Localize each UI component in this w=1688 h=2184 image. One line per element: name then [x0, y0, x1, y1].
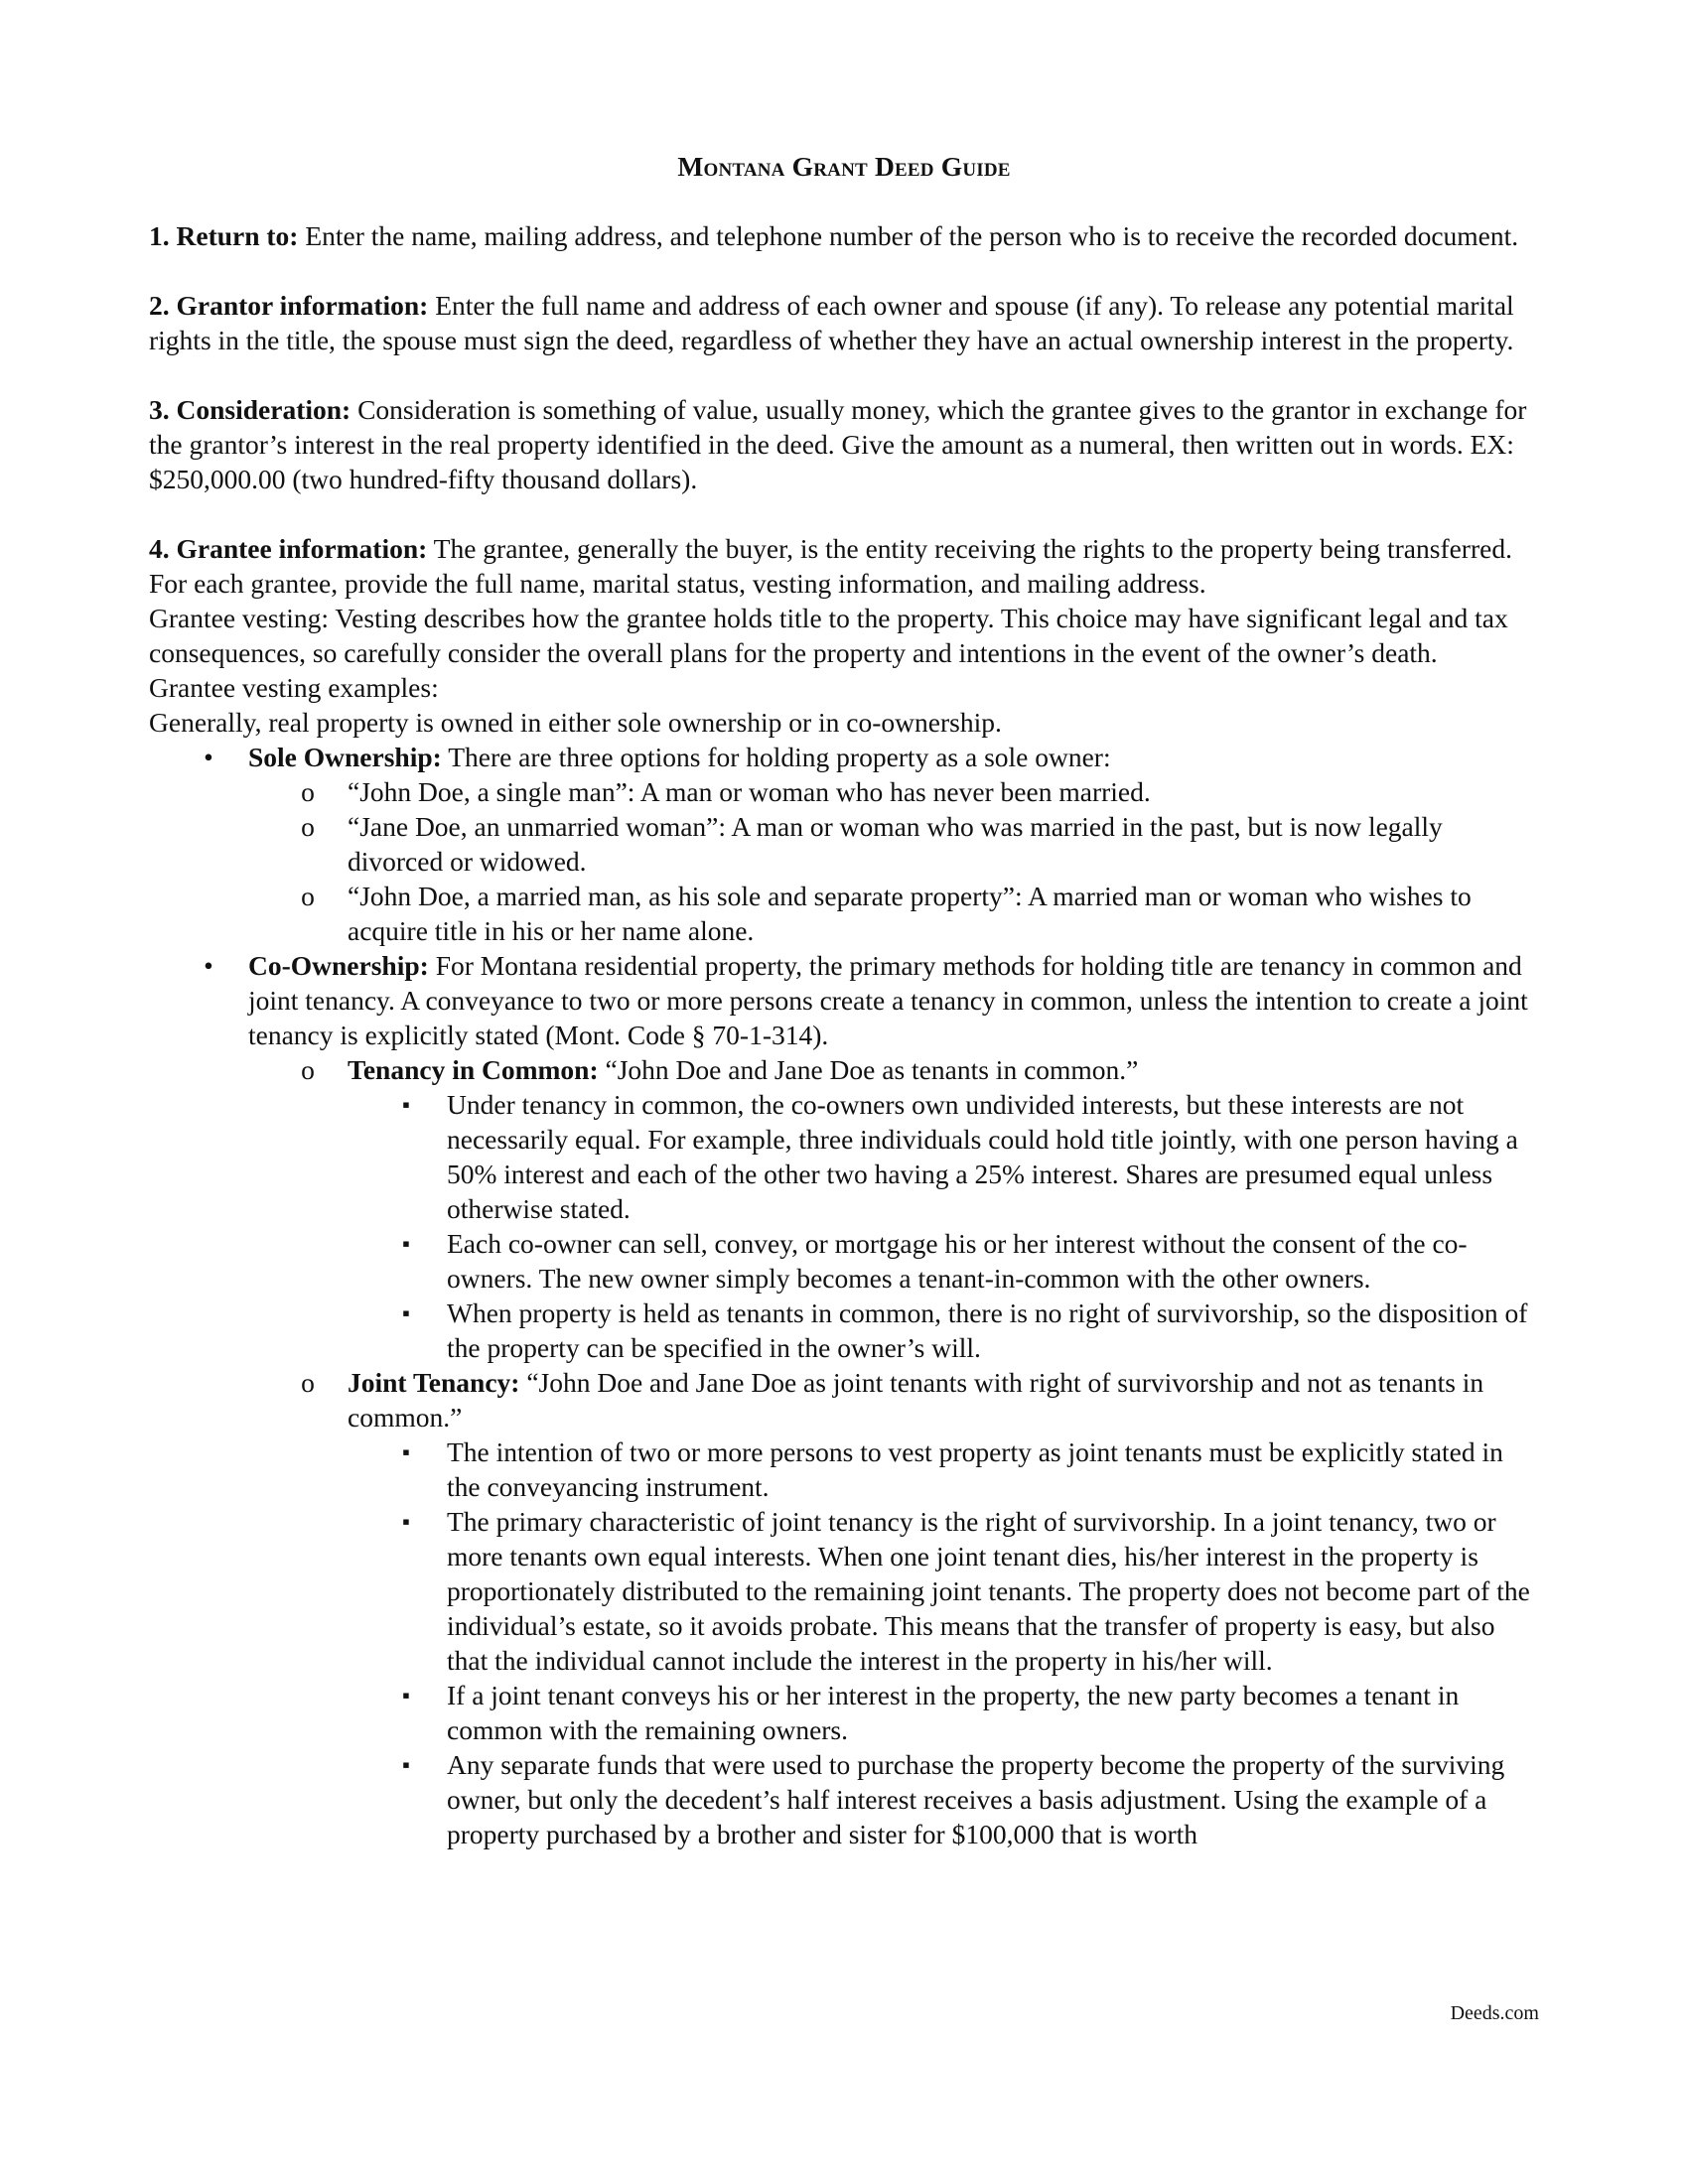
item-lead: Sole Ownership:	[248, 742, 442, 772]
square-marker: ▪	[402, 1439, 410, 1464]
item-text: Each co-owner can sell, convey, or mortgage his or her interest without the consent of the co-owners. The new owner simply becomes a tenant-in-common with the other owners.	[447, 1228, 1468, 1294]
item-text: The intention of two or more persons to vest property as joint tenants must be explicitly stated in the conveyancing instrument.	[447, 1436, 1503, 1502]
list-item	[149, 1296, 1539, 1365]
section-text: Consideration is something of value, usually money, which the grantee gives to the grantor in exchange for the grantor’s interest in the real property identified in the deed. Give the amount as a numeral, then written out in words. EX: $250,000.00 (two hundred-fifty thousand dollars).	[149, 394, 1527, 494]
circle-marker: o	[301, 1367, 315, 1398]
circle-marker: o	[301, 1054, 315, 1085]
item-text: “John Doe, a married man, as his sole and separate property”: A married man or woman who wishes to acquire title in his or her name alone.	[348, 881, 1472, 946]
section-lead: 2. Grantor information:	[149, 290, 429, 321]
item-text: When property is held as tenants in common, there is no right of survivorship, so the disposition of the property can be specified in the owner’s will.	[447, 1297, 1528, 1363]
item-text: “John Doe and Jane Doe as tenants in common.”	[598, 1054, 1139, 1085]
item-lead: Co-Ownership:	[248, 950, 429, 981]
document-page	[149, 149, 1539, 1851]
item-text: Under tenancy in common, the co-owners own undivided interests, but these interests are not necessarily equal. For example, three individuals could hold title jointly, with one person having a 50% interest and each of the other two having a 25% interest. Shares are presumed equal unless otherwise stated.	[447, 1089, 1518, 1224]
ownership-intro: Generally, real property is owned in either sole ownership or in co-ownership.	[149, 707, 1002, 738]
list-item	[149, 1087, 1539, 1226]
section-text: The grantee, generally the buyer, is the entity receiving the rights to the property being transferred. For each grantee, provide the full name, marital status, vesting information, and mailing address.	[149, 533, 1512, 599]
co-ownership-types-list	[149, 1052, 1539, 1851]
item-text: For Montana residential property, the primary methods for holding title are tenancy in common and joint tenancy. A conveyance to two or more persons create a tenancy in common, unless the intention to create a joint tenancy is explicitly stated (Mont. Code § 70-1-314).	[248, 950, 1528, 1050]
square-marker: ▪	[402, 1092, 410, 1117]
item-text: Any separate funds that were used to purchase the property become the property of the surviving owner, but only the decedent’s half interest receives a basis adjustment. Using the example of a property purchased by a brother and sister for $100,000 that is worth	[447, 1749, 1505, 1849]
item-text: “John Doe and Jane Doe as joint tenants with right of survivorship and not as tenants in common.”	[348, 1367, 1484, 1433]
list-item	[149, 774, 1539, 809]
list-item	[149, 1504, 1539, 1678]
list-item	[149, 1226, 1539, 1296]
section-text: Enter the name, mailing address, and telephone number of the person who is to receive the recorded document.	[298, 220, 1519, 251]
circle-marker: o	[301, 811, 315, 842]
square-marker: ▪	[402, 1752, 410, 1777]
list-item-joint-tenancy	[149, 1365, 1539, 1851]
circle-marker: o	[301, 881, 315, 911]
section-lead: 1. Return to:	[149, 220, 299, 251]
item-text: If a joint tenant conveys his or her interest in the property, the new party becomes a tenant in common with the remaining owners.	[447, 1680, 1460, 1745]
section-grantor	[149, 288, 1539, 357]
square-marker: ▪	[402, 1300, 410, 1325]
section-lead: 3. Consideration:	[149, 394, 352, 425]
joint-tenancy-details	[149, 1434, 1539, 1851]
section-grantee	[149, 531, 1539, 601]
vesting-examples-label: Grantee vesting examples:	[149, 672, 439, 703]
square-marker: ▪	[402, 1509, 410, 1534]
item-text: “Jane Doe, an unmarried woman”: A man or woman who was married in the past, but is now legally divorced or widowed.	[348, 811, 1443, 877]
section-consideration	[149, 392, 1539, 496]
item-text: The primary characteristic of joint tenancy is the right of survivorship. In a joint tenancy, two or more tenants own equal interests. When one joint tenant dies, his/her interest in the property is proportionately distributed to the remaining joint tenants. The property does not become part of the individual’s estate, so it avoids probate. This means that the transfer of property is easy, but also that the individual cannot include the interest in the property in his/her will.	[447, 1506, 1530, 1676]
page-title: Montana Grant Deed Guide	[677, 151, 1011, 182]
bullet-marker: •	[204, 742, 213, 772]
square-marker: ▪	[402, 1231, 410, 1256]
list-item	[149, 809, 1539, 879]
item-lead: Joint Tenancy:	[348, 1367, 520, 1398]
ownership-list	[149, 740, 1539, 1851]
bullet-marker: •	[204, 950, 213, 981]
item-text: There are three options for holding property as a sole owner:	[441, 742, 1111, 772]
item-lead: Tenancy in Common:	[348, 1054, 599, 1085]
list-item	[149, 1747, 1539, 1851]
section-text: Enter the full name and address of each owner and spouse (if any). To release any potential marital rights in the title, the spouse must sign the deed, regardless of whether they have an actual ownership interest in the property.	[149, 290, 1514, 355]
list-item-sole-ownership	[149, 740, 1539, 948]
section-lead: 4. Grantee information:	[149, 533, 428, 564]
list-item-tenancy-in-common	[149, 1052, 1539, 1365]
footer-brand: Deeds.com	[1450, 2002, 1539, 2024]
item-text: “John Doe, a single man”: A man or woman who has never been married.	[348, 776, 1151, 807]
list-item-co-ownership	[149, 948, 1539, 1851]
circle-marker: o	[301, 776, 315, 807]
list-item	[149, 1678, 1539, 1747]
section-return-to	[149, 218, 1539, 253]
sole-options-list	[149, 774, 1539, 948]
list-item	[149, 879, 1539, 948]
vesting-description: Grantee vesting: Vesting describes how the grantee holds title to the property. This choice may have significant legal and tax consequences, so carefully consider the overall plans for the property and intentions in the event of the owner’s death.	[149, 603, 1508, 668]
square-marker: ▪	[402, 1683, 410, 1707]
list-item	[149, 1434, 1539, 1504]
tenancy-in-common-details	[149, 1087, 1539, 1365]
